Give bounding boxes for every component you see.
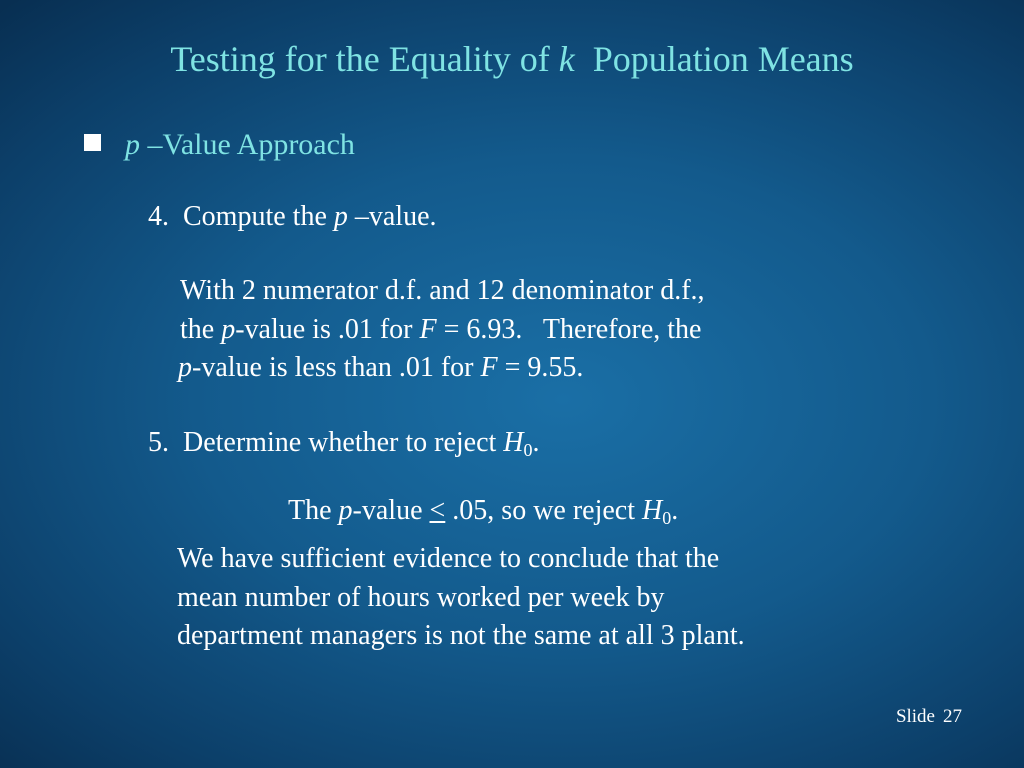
pvalue-line-1: With 2 numerator d.f. and 12 denominator d.f., [180, 275, 705, 306]
slide-label: Slide [895, 706, 935, 727]
pvalue-line-3-mid: -value is less than .01 for [192, 352, 481, 383]
pvalue-line-2-mid: -value is .01 for [235, 313, 420, 345]
conclusion-paragraph [177, 540, 745, 656]
pvalue-line-2-var-F: F [419, 313, 437, 345]
pvalue-line-2-var-p: p [221, 313, 236, 345]
conclusion-line-1: We have sufficient evidence to conclude that the [177, 543, 720, 574]
conclusion-line-3: department managers is not the same at all 3 plant. [177, 620, 745, 651]
title-text-end: Population Means [574, 39, 854, 79]
pvalue-line-3 [178, 349, 705, 388]
slide-number-footer [896, 706, 962, 728]
step-5-text: 5. Determine whether to reject [148, 427, 504, 458]
decision-statement [288, 492, 678, 531]
step-5-var-H: H [503, 427, 524, 458]
pvalue-line-2-start: the [180, 313, 222, 345]
pvalue-line-3-end: = 9.55. [497, 352, 584, 383]
bullet-pvalue-approach [84, 128, 355, 162]
step-5-heading [148, 427, 540, 459]
bullet-var-p: p [125, 128, 140, 161]
title-text: Testing for the Equality of [170, 39, 559, 79]
pvalue-line-2 [180, 311, 705, 350]
slide-title [0, 38, 1024, 80]
step-4-text: 4. Compute the [148, 201, 334, 232]
step-4-heading [148, 201, 437, 233]
step-5-text-end: . [532, 427, 540, 458]
decision-less-equal-symbol: < [429, 495, 446, 526]
decision-var-p: p [338, 495, 353, 526]
pvalue-line-3-var-F: F [480, 352, 498, 383]
step-4-var-p: p [333, 201, 348, 232]
bullet-label: –Value Approach [140, 128, 355, 161]
decision-sub-0: 0 [662, 508, 672, 528]
pvalue-line-3-var-p: p [178, 352, 192, 383]
step-5-sub-0: 0 [523, 440, 533, 460]
conclusion-line-2: mean number of hours worked per week by [177, 581, 665, 613]
decision-start: The [288, 495, 339, 526]
decision-end: . [671, 495, 679, 526]
title-var-k: k [558, 39, 575, 79]
bullet-square-icon [84, 134, 101, 151]
slide-number: 27 [943, 706, 962, 727]
pvalue-explanation [180, 272, 705, 388]
decision-after: .05, so we reject [445, 495, 643, 526]
step-4-text-end: –value. [347, 201, 437, 232]
pvalue-line-2-end: = 6.93. Therefore, the [436, 313, 702, 345]
decision-var-H: H [642, 495, 663, 526]
decision-mid: -value [352, 495, 430, 526]
